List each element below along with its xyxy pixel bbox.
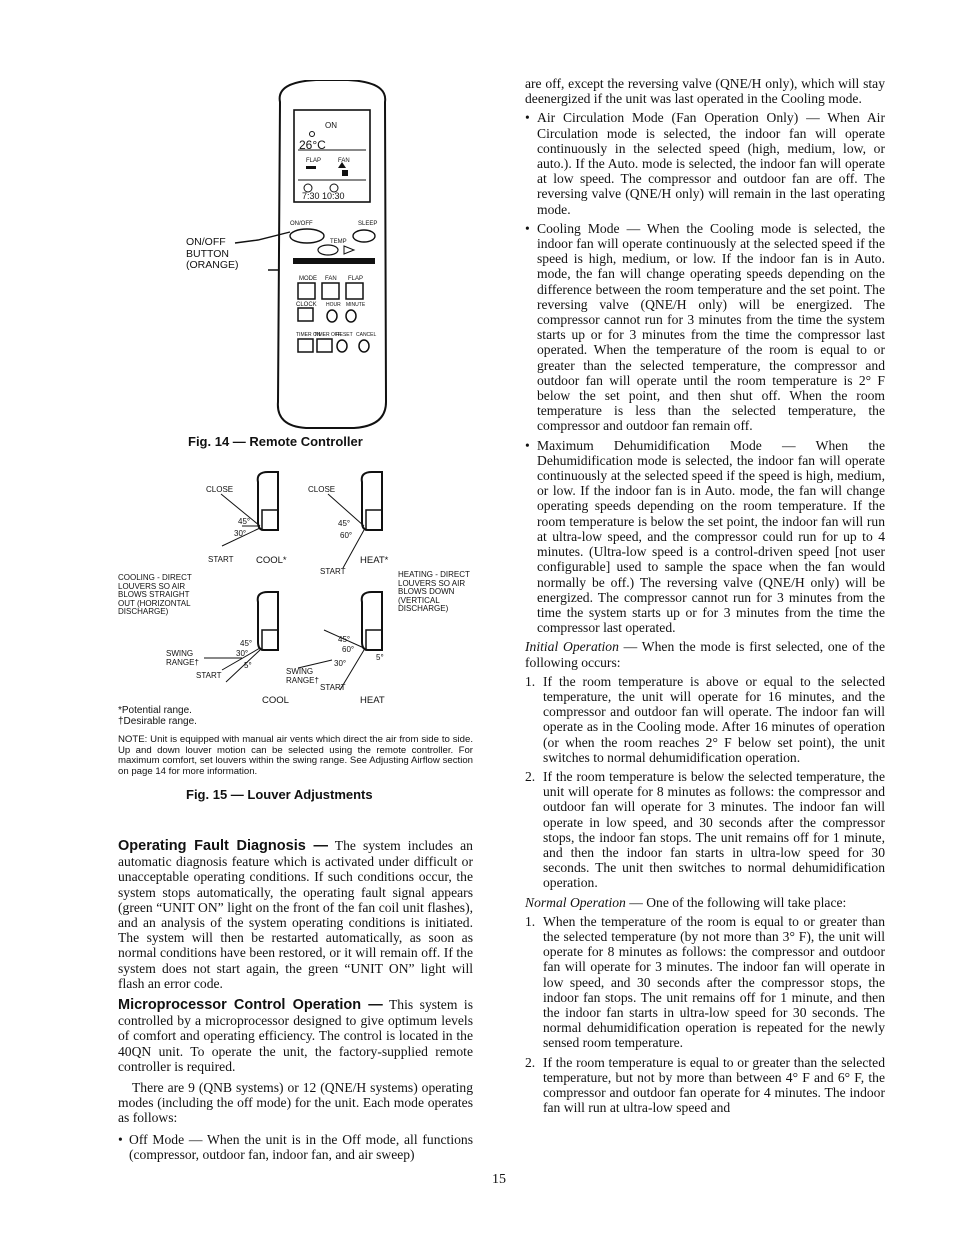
left-body-text — [118, 838, 473, 1162]
flap-button — [346, 283, 363, 299]
normal-operation — [525, 895, 885, 910]
louver-cool-top — [221, 472, 278, 546]
remote-on-off-label: ON/OFF — [290, 221, 313, 227]
bullet-cooling-mode: • Cooling Mode — When the Cooling mode is selected, the indoor fan will operate continuously at the selected speed if the speed is high, medium, or low. If the indoor fan is in Auto. mode, the fan will change operating speeds depending on the difference between the room temperature and the set point. The reversing valve (QNE/H only) will be energized. The compressor cannot run for 3 minutes from the time the system starts up or for 3 minutes from the time the compressor last operated. When the temperature of the room is equal to or greater than the selected temperature, the compressor and outdoor fan will operate until the room temperature is 2° F below the set point, and then shut off. When the room temperature is less than the selected temperature, the compressor and outdoor fan remain off. — [525, 221, 885, 434]
initial-operation-text: — When the mode is first selected, one of the following occurs: — [525, 639, 885, 670]
fig15-notes — [118, 705, 473, 802]
heating-note-line: DISCHARGE) — [398, 604, 449, 613]
label-heat-star: HEAT* — [360, 555, 389, 566]
remote-sleep-label: SLEEP — [358, 221, 378, 227]
heading-operating-fault: Operating Fault Diagnosis — — [118, 838, 328, 854]
figure-louver-adjustments — [118, 470, 473, 720]
fig15-caption: Fig. 15 — Louver Adjustments — [186, 787, 373, 803]
label-5-1: 5° — [244, 661, 252, 670]
clock-button — [298, 308, 313, 321]
cooling-note — [118, 574, 192, 617]
label-cool: COOL — [262, 695, 289, 706]
louver-heat-top — [328, 472, 382, 568]
para-modes: There are 9 (QNB systems) or 12 (QNE/H systems) operating modes (including the off mode) for the unit. Each mode operates as follows: — [118, 1080, 473, 1126]
item-text: If the room temperature is above or equal to the selected temperature, the unit will operate for 16 minutes, and the compressor and outdoor fan will operate. The indoor fan will operate as in the Cooling mode. After 16 minutes of operation (or when the room reaches 2° F below set point), the unit switches to normal dehumidification operation. — [543, 673, 885, 765]
initial-operation — [525, 639, 885, 669]
minute-button — [346, 310, 356, 322]
label-start-4: START — [320, 683, 346, 692]
timer-on-button — [298, 339, 313, 352]
mode-button — [298, 283, 315, 299]
cooling-note-line: LOUVERS SO AIR — [118, 581, 186, 591]
para-microprocessor: This system is controlled by a microprocessor designed to give optimum levels of comfort and operating efficiency. The control is located in the 40QN unit. To operate the unit, the factory-supplied remote controller is required. — [118, 997, 473, 1074]
swing-range-2 — [286, 668, 319, 685]
remote-flap-button-label: FLAP — [348, 276, 364, 282]
temp-up-button — [344, 246, 354, 254]
heating-note-line: (VERTICAL — [398, 595, 440, 605]
cooling-note-line: BLOWS STRAIGHT — [118, 590, 190, 599]
label-45-1: 45° — [238, 517, 251, 526]
on-off-button — [290, 229, 324, 243]
label-start-3: START — [196, 671, 222, 680]
heating-note-line: BLOWS DOWN — [398, 587, 455, 596]
label-30-2: 30° — [236, 649, 249, 658]
swing-line: SWING — [166, 649, 194, 658]
item-text: If the room temperature is equal to or greater than the selected temperature, but not by more than between 4° F and 6° F, the compressor and outdoor fan operate for 4 minutes. The indoor fan will run at ultra-low speed and — [543, 1054, 885, 1116]
footnote-potential: *Potential range. — [118, 705, 192, 716]
item-number: 1. — [525, 673, 536, 689]
item-number: 1. — [525, 913, 536, 929]
cooling-note-line: COOLING - DIRECT — [118, 573, 192, 582]
remote-minute-label: MINUTE — [346, 302, 366, 308]
bullet-air-circulation: • Air Circulation Mode (Fan Operation Only) — When Air Circulation mode is selected, the indoor fan will operate continuously in the selected speed (high, medium, low, or auto.). If the Auto. mode is selected, the indoor fan will operate at low speed. The compressor and outdoor fan are off. The reversing valve (QNE/H only) will remain in the last operating mode. — [525, 110, 885, 216]
cancel-button — [359, 340, 369, 352]
cooling-note-line: OUT (HORIZONTAL — [118, 598, 191, 608]
para-off-mode: • Off Mode — When the unit is in the Off mode, all functions (compressor, outdoor fan, indoor fan, and air sweep) — [118, 1132, 473, 1162]
swing-line: RANGE† — [286, 675, 319, 685]
cooling-note-line: DISCHARGE) — [118, 607, 169, 616]
normal-operation-label: Normal Operation — [525, 894, 626, 910]
label-60-2: 60° — [342, 645, 355, 654]
label-start-1: START — [208, 555, 234, 564]
callout-line-2: BUTTON — [186, 247, 229, 260]
label-30-3: 30° — [334, 659, 347, 668]
label-60-1: 60° — [340, 531, 353, 540]
label-45-3: 45° — [240, 639, 253, 648]
callout-leader — [235, 232, 290, 243]
label-heat: HEAT — [360, 695, 385, 706]
remote-temp-display: 26°C — [299, 138, 326, 152]
normal-operation-text: — One of the following will take place: — [625, 894, 847, 910]
right-column — [525, 76, 885, 1119]
sleep-button — [353, 230, 375, 242]
page-number: 15 — [492, 1172, 506, 1187]
para-off-mode-cont: are off, except the reversing valve (QNE/H only), which will stay deenergized if the unit was last operated in the Cooling mode. — [525, 76, 885, 107]
remote-timer-on-label: TIMER ON — [296, 332, 321, 338]
para-operating-fault: The system includes an automatic diagnosis feature which is activated under difficult or unacceptable operating conditions. If such conditions occur, the system stops automatically, the operating fault signal appears (green “UNIT ON” light on the front of the fan coil unit flashes), and an analysis of the system operating conditions is initiated. The system will then be restarted automatically, as soon as normal conditions have been restored, or it will remain off. If the system does not start again, the green “UNIT ON” light will flash an error code. — [118, 838, 473, 991]
operating-fault-section — [118, 838, 473, 991]
remote-flap-label: FLAP — [306, 158, 322, 164]
remote-timer-off-label: TIMER OFF — [314, 332, 341, 338]
microprocessor-section — [118, 997, 473, 1074]
item-number: 2. — [525, 1054, 536, 1070]
initial-operation-label: Initial Operation — [525, 639, 619, 655]
label-cool-star: COOL* — [256, 555, 287, 566]
remote-cancel-label: CANCEL — [356, 332, 377, 338]
remote-hour-label: HOUR — [326, 302, 341, 308]
callout-line-3: (ORANGE) — [186, 259, 239, 271]
label-30-1: 30° — [234, 529, 247, 538]
figure-remote-controller — [118, 80, 473, 449]
label-start-2: START — [320, 567, 346, 576]
louver-cool-bottom — [204, 592, 278, 682]
remote-controller-illustration — [118, 80, 473, 440]
remote-clock-label: CLOCK — [296, 302, 317, 308]
hour-button — [327, 310, 337, 322]
item-text: When the temperature of the room is equal to or greater than the selected temperature (by not more than 3° F), the unit will operate for 8 minutes as follows: the compressor and outdoor fan will operate for 3 minutes. The indoor fan will operate in low speed, and 30 seconds after the compressor stops, the indoor fan stops. The unit remains off for 1 minute, and then the indoor fan starts in ultra-low speed for 30 seconds. The normal dehumidification operation is repeated for the newly sensed room temperature. — [543, 913, 885, 1051]
on-off-callout — [186, 237, 239, 272]
fig14-caption: Fig. 14 — Remote Controller — [188, 434, 363, 449]
callout-line-1: ON/OFF — [186, 236, 226, 248]
remote-mode-label: MODE — [299, 276, 317, 282]
reset-button — [337, 340, 347, 352]
footnote-desirable: †Desirable range. — [118, 716, 197, 727]
fan-button — [322, 283, 339, 299]
label-5-2: 5° — [376, 653, 384, 662]
remote-timer-display: 7:30 10:30 — [302, 191, 345, 201]
heating-note-line: HEATING - DIRECT — [398, 570, 470, 579]
swing-line: RANGE† — [166, 657, 199, 667]
temp-down-button — [318, 245, 338, 255]
remote-fan-button-label: FAN — [325, 276, 337, 282]
label-close-2: CLOSE — [308, 485, 336, 494]
heating-note — [398, 571, 470, 614]
timer-off-button — [317, 339, 332, 352]
swing-range-1 — [166, 650, 199, 667]
label-close-1: CLOSE — [206, 485, 234, 494]
heading-microprocessor: Microprocessor Control Operation — — [118, 997, 383, 1014]
item-text: If the room temperature is below the selected temperature, the unit will operate for 8 minutes as follows: the compressor and outdoor fan will operate for 3 minutes. The indoor fan will operate in low speed, and 30 seconds after the compressor stops, the indoor fan stops. The unit remains off for 1 minute, and then the indoor fan starts in ultra-low speed for 30 seconds. The unit then switches to normal dehumidification operation. — [543, 768, 885, 891]
remote-fan-label: FAN — [338, 158, 350, 164]
item-number: 2. — [525, 768, 536, 784]
swing-line: SWING — [286, 667, 314, 676]
label-45-2: 45° — [338, 519, 351, 528]
heating-note-line: LOUVERS SO AIR — [398, 578, 466, 588]
label-45-4: 45° — [338, 635, 351, 644]
remote-reset-label: RESET — [336, 332, 353, 338]
remote-temp-label: TEMP — [330, 239, 347, 245]
initial-item-2 — [525, 769, 885, 891]
bullet-dehumidification: • Maximum Dehumidification Mode — When the Dehumidification mode is selected, the indoor fan will operate continuously at the selected speed if the speed is high, medium, or low. If the indoor fan is in Auto. mode, the fan will change operating speeds depending on the room temperature. If the room temperature is below the set point, the indoor fan will run at ultra-low speed, and the compressor could run for up to 4 minutes. (Ultra-low speed is a control-driven speed [not user configurable] used to sample the space when the fan would normally be off.) The reversing valve (QNE/H only) will be energized. The compressor cannot run for 3 minutes from the time the system starts up or for 3 minutes from the time the compressor last operated. — [525, 438, 885, 636]
remote-on-label: ON — [325, 121, 337, 130]
louver-note: NOTE: Unit is equipped with manual air vents which direct the air from side to side. Up and down louver motion can be selected using the remote controller. For maximum comfort, set louvers within the swing range. See Adjusting Airflow section on page 14 for more information. — [118, 734, 473, 777]
initial-item-1 — [525, 674, 885, 765]
normal-item-1 — [525, 914, 885, 1051]
normal-item-2 — [525, 1055, 885, 1116]
